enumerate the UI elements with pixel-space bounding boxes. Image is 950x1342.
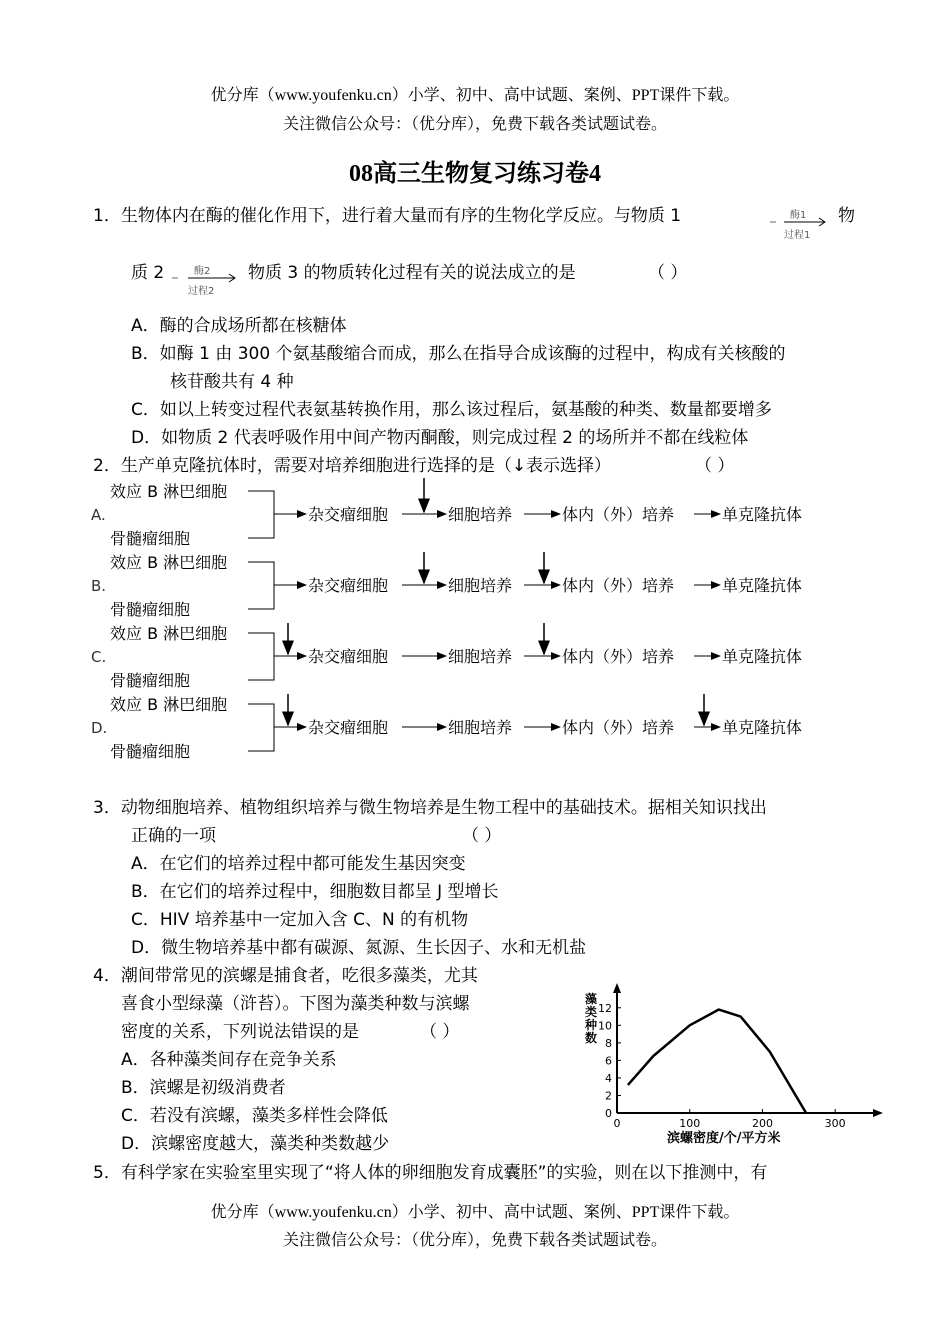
q4-option-c: C．若没有滨螺，藻类多样性会降低 [121,1106,388,1126]
flow-step-invivo: 体内（外）培养 [562,576,675,595]
q3-option-a: A．在它们的培养过程中都可能发生基因突变 [131,854,466,874]
flow-cell-2: 骨髓瘤细胞 [110,671,191,690]
flow-step-invivo: 体内（外）培养 [562,505,675,524]
q4-answer-paren: （ ） [420,1022,460,1042]
q4-stem-line-2: 喜食小型绿藻（浒苔）。下图为藻类种数与滨螺 [121,994,470,1014]
y-tick-label: 2 [605,1089,612,1103]
flow-bracket [248,704,274,751]
page-title: 08高三生物复习练习卷4 [349,161,601,187]
flow-step-culture: 细胞培养 [448,718,513,737]
q2-flow-diagrams [88,478,828,768]
q4-option-a: A．各种藻类间存在竞争关系 [121,1050,337,1070]
q1-answer-paren: （ ） [648,263,688,283]
process1-label: 过程1 [784,230,811,241]
x-tick-label: 0 [613,1117,621,1130]
q1-stem-a-end: 物 [838,206,855,226]
flow-bracket [248,633,274,680]
flow-bracket [248,491,274,538]
y-tick-label: 8 [605,1036,612,1050]
flow-step-culture: 细胞培养 [448,647,513,666]
x-axis-arrow-icon [873,1109,883,1117]
y-tick-label: 0 [605,1107,612,1120]
y-axis-label-char: 类 [585,1005,598,1019]
enzyme2-label: 酶2 [194,266,211,277]
q4-stem-line-1: 4．潮间带常见的滨螺是捕食者，吃很多藻类，尤其 [93,966,478,986]
q1-option-b: B．如酶 1 由 300 个氨基酸缩合而成，那么在指导合成该酶的过程中，构成有关核酸的 [131,344,786,364]
flow-option-d [91,694,802,761]
flow-cell-2: 骨髓瘤细胞 [110,529,191,548]
flow-step-hybridoma: 杂交瘤细胞 [308,718,389,737]
y-axis-label-char: 数 [585,1031,598,1045]
q1-stem-b-end: 物质 3 的物质转化过程有关的说法成立的是 [248,263,576,283]
flow-step-culture: 细胞培养 [448,576,513,595]
q3-option-b: B．在它们的培养过程中，细胞数目都呈 J 型增长 [131,882,499,902]
flow-option-label: A. [91,506,106,524]
flow-cell-1: 效应 B 淋巴细胞 [110,695,228,714]
flow-option-label: C. [91,648,107,666]
y-tick-label: 10 [598,1019,612,1033]
flow-step-invivo: 体内（外）培养 [562,647,675,666]
flow-cell-1: 效应 B 淋巴细胞 [110,553,228,572]
y-axis-label [584,991,597,1045]
flow-step-antibody: 单克隆抗体 [722,576,803,595]
q3-option-c: C．HIV 培养基中一定加入含 C、N 的有机物 [131,910,469,930]
flow-step-hybridoma: 杂交瘤细胞 [308,647,389,666]
y-axis-arrow-icon [613,983,621,993]
q5-stem: 5．有科学家在实验室里实现了“将人体的卵细胞发育成囊胚”的实验，则在以下推测中，有 [93,1163,768,1183]
enzyme1-arrow [770,206,830,240]
q3-stem-a: 3．动物细胞培养、植物组织培养与微生物培养是生物工程中的基础技术。据相关知识找出 [93,798,767,818]
algae-curve [628,1010,806,1113]
enzyme1-label: 酶1 [790,210,807,221]
flow-cell-1: 效应 B 淋巴细胞 [110,624,228,643]
y-axis-label-char: 种 [585,1018,598,1032]
footer-line-1: 优分库（www.youfenku.cn）小学、初中、高中试题、案例、PPT课件下载。 [210,1204,740,1221]
flow-option-a [91,478,802,548]
x-tick-label: 300 [824,1117,846,1130]
flow-option-label: B. [91,577,107,595]
flow-option-label: D. [91,719,108,737]
enzyme2-arrow [172,262,242,296]
q1-option-b-cont: 核苷酸共有 4 种 [170,372,294,392]
y-tick-label: 12 [598,1001,612,1015]
y-axis-label-char: 藻 [585,992,598,1006]
footer-line-2: 关注微信公众号：（优分库），免费下载各类试题试卷。 [282,1232,667,1249]
q3-stem-b: 正确的一项 [131,826,216,846]
x-tick-label: 100 [679,1117,701,1130]
q1-stem-a: 1．生物体内在酶的催化作用下，进行着大量而有序的生物化学反应。与物质 1 [93,206,682,226]
q4-option-b: B．滨螺是初级消费者 [121,1078,286,1098]
q4-stem-line-3: 密度的关系，下列说法错误的是 [121,1022,359,1042]
q1-option-a: A．酶的合成场所都在核糖体 [131,316,347,336]
flow-step-hybridoma: 杂交瘤细胞 [308,505,389,524]
flow-cell-2: 骨髓瘤细胞 [110,742,191,761]
flow-cell-1: 效应 B 淋巴细胞 [110,482,228,501]
flow-option-b [91,552,802,619]
q2-stem: 2．生产单克隆抗体时，需要对培养细胞进行选择的是（↓表示选择） [93,456,612,476]
q3-answer-paren: （ ） [462,826,502,846]
q3-option-d: D．微生物培养基中都有碳源、氮源、生长因子、水和无机盐 [131,938,587,958]
q1-option-d: D．如物质 2 代表呼吸作用中间产物丙酮酸，则完成过程 2 的场所并不都在线粒体 [131,428,749,448]
flow-step-hybridoma: 杂交瘤细胞 [308,576,389,595]
q1-stem-b-start: 质 2 [131,263,165,283]
y-tick-label: 6 [605,1054,612,1068]
flow-cell-2: 骨髓瘤细胞 [110,600,191,619]
x-axis-label: 滨螺密度/个/平方米 [667,1131,781,1146]
flow-step-antibody: 单克隆抗体 [722,718,803,737]
algae-chart [570,975,890,1150]
flow-option-c [91,623,802,690]
header-line-1: 优分库（www.youfenku.cn）小学、初中、高中试题、案例、PPT课件下载。 [210,87,740,104]
flow-bracket [248,562,274,609]
process2-label: 过程2 [188,286,215,297]
y-tick-label: 4 [605,1071,612,1085]
flow-step-antibody: 单克隆抗体 [722,647,803,666]
header-line-2: 关注微信公众号：（优分库），免费下载各类试题试卷。 [282,116,667,133]
flow-step-antibody: 单克隆抗体 [722,505,803,524]
q1-option-c: C．如以上转变过程代表氨基转换作用，那么该过程后，氨基酸的种类、数量都要增多 [131,400,772,420]
q4-option-d: D．滨螺密度越大，藻类种类数越少 [121,1134,390,1154]
flow-step-culture: 细胞培养 [448,505,513,524]
q2-answer-paren: （ ） [695,456,735,476]
x-tick-label: 200 [751,1117,773,1130]
flow-step-invivo: 体内（外）培养 [562,718,675,737]
